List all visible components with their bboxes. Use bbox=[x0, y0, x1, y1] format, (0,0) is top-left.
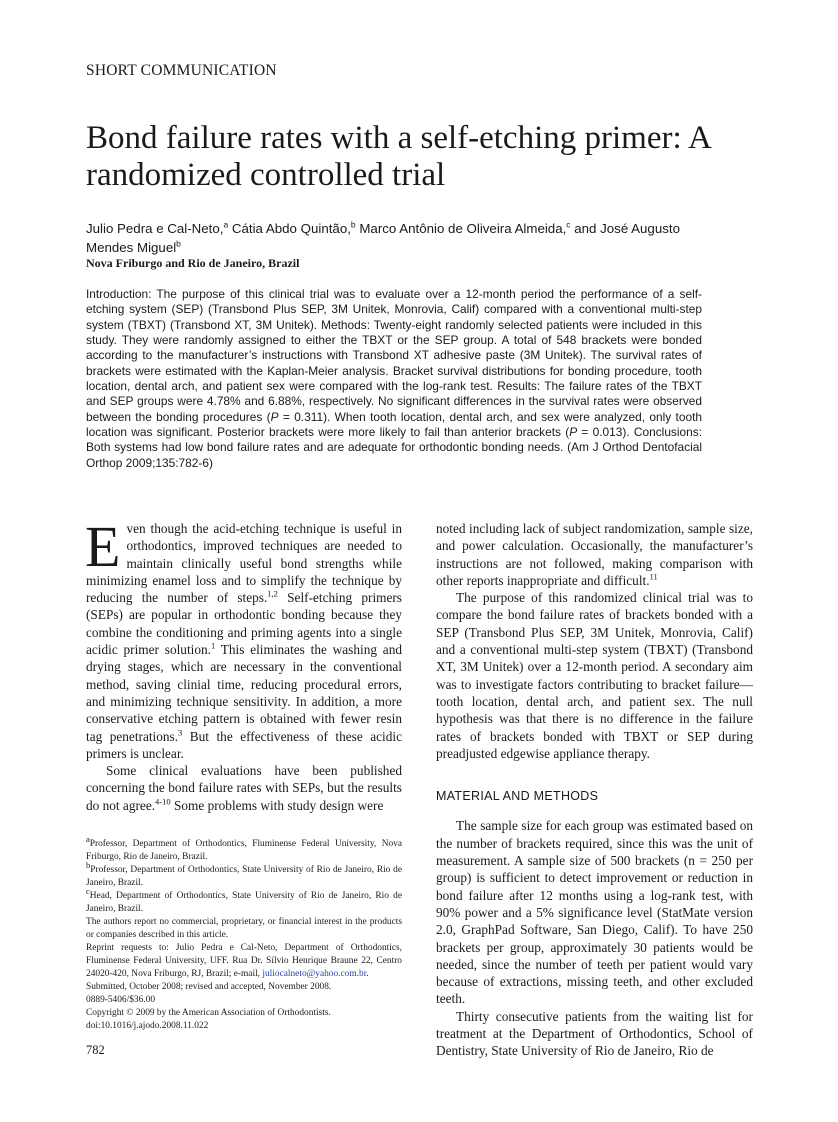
intro-paragraph: The purpose of this randomized clinical trial was to compare the bond failure rates of brackets bonded with a SEP (Transbond Plus SEP, 3M Unitek, Monrovia, Calif) and a conventional multi-step system (TBXT) (Transbond XT, 3M Unitek) over a 12-month period. A secondary aim was to investigate factors contributing to bracket failure—tooth location, dental arch, and patient sex. The null hypothesis was that there is no difference in the failure rates of brackets bonded with TBXT or SEP during preadjusted edgewise appliance therapy. bbox=[436, 590, 753, 761]
page-number: 782 bbox=[86, 1043, 105, 1057]
p-value-symbol: P bbox=[569, 425, 578, 440]
intro-paragraph bbox=[86, 762, 402, 814]
author-affiliation-mark: b bbox=[350, 219, 356, 230]
article-title: Bond failure rates with a self-etching primer: A randomized controlled trial bbox=[86, 120, 711, 193]
paragraph-text: noted including lack of subject randomization, sample size, and power calculation. Occasionally, the manufacturer’s instructions are not followed, making comparison with other reports inappropriate and difficult. bbox=[436, 521, 753, 588]
author-list bbox=[86, 219, 726, 257]
author-affiliation-mark: b bbox=[176, 238, 181, 249]
footnote-mark: c bbox=[86, 885, 90, 896]
footnote bbox=[86, 859, 402, 890]
citation-ref: 11 bbox=[649, 571, 658, 582]
section-heading: MATERIAL AND METHODS bbox=[436, 789, 599, 804]
journal-code: 0889-5406/$36.00 bbox=[86, 995, 156, 1005]
abstract-text: = 0.311). When tooth location, dental arch, and sex were analyzed, only tooth location was significant. Posterior brackets were more likely to fail than anterior brackets ( bbox=[86, 409, 702, 440]
citation-ref: 4-10 bbox=[155, 796, 171, 807]
footnote-text: Professor, Department of Orthodontics, State University of Rio de Janeiro, Rio de Janeiro, Brazil. bbox=[86, 865, 402, 888]
author-name: and José Augusto Mendes Miguel bbox=[86, 221, 680, 255]
footnote-text: Professor, Department of Orthodontics, Fluminense Federal University, Nova Friburgo, Rio de Janeiro, Brazil. bbox=[86, 839, 402, 862]
paragraph-text: This eliminates the washing and drying stages, which are necessary in the conventional method, saving clinial time, reducing procedural errors, and minimizing technique sensitivity. In addition, a more conservative etching pattern is obtained with fewer resin tag penetrations. bbox=[86, 642, 402, 744]
affiliation: Nova Friburgo and Rio de Janeiro, Brazil bbox=[86, 256, 300, 270]
footnote bbox=[86, 833, 402, 864]
footnote bbox=[86, 885, 402, 916]
abstract-text: = 0.013). Conclusions: Both systems had low bond failure rates and are adequate for orthodontic bonding needs. (Am J Orthod Dentofacial Orthop 2009;135:782-6) bbox=[86, 425, 702, 470]
paragraph-text: Some problems with study design were bbox=[170, 797, 384, 813]
disclosure-note: The authors report no commercial, proprietary, or financial interest in the products or companies described in this article. bbox=[86, 917, 402, 940]
author-name: Marco Antônio de Oliveira Almeida, bbox=[355, 221, 567, 236]
intro-paragraph bbox=[85, 514, 402, 762]
author-name: Julio Pedra e Cal-Neto, bbox=[86, 221, 224, 236]
drop-cap: E bbox=[85, 514, 121, 579]
intro-paragraph-continued bbox=[436, 520, 753, 589]
reprint-request bbox=[86, 942, 402, 981]
submission-dates: Submitted, October 2008; revised and accepted, November 2008. bbox=[86, 982, 332, 992]
citation-ref: 1,2 bbox=[267, 588, 278, 599]
citation-ref: 3 bbox=[178, 727, 183, 738]
methods-paragraph: Thirty consecutive patients from the waiting list for treatment at the Department of Orthodontics, School of Dentistry, State University of Rio de Janeiro, Rio de bbox=[436, 1008, 753, 1059]
p-value-symbol: P bbox=[270, 409, 279, 424]
paragraph-text: ven though the acid-etching technique is useful in orthodontics, improved techniques are needed to maintain clinically useful bond strengths while minimizing enamel loss and to simplify the technique by reducing the number of steps. bbox=[86, 521, 402, 606]
footnote-mark: b bbox=[86, 859, 91, 870]
email-link[interactable]: juliocalneto@yahoo.com.br bbox=[262, 969, 367, 979]
author-affiliation-mark: c bbox=[566, 219, 571, 230]
abstract-text: Introduction: The purpose of this clinical trial was to evaluate over a 12-month period the performance of a self-etching system (SEP) (Transbond Plus SEP, 3M Unitek, Monrovia, Calif) compared with a conventional multi-step system (TBXT) (Transbond XT, 3M Unitek). Methods: Twenty-eight randomly selected patients were included in this study. They were randomly assigned to either the TBXT or the SEP group. A total of 548 brackets were bonded according to the manufacturer’s instructions with Transbond XT adhesive paste (3M Unitek). The survival rates of brackets were estimated with the Kaplan-Meier analysis. Bracket survival distributions for bonding procedure, tooth location, dental arch, and patient sex were compared with the log-rank test. Results: The failure rates of the TBXT and SEP groups were 4.78% and 6.88%, respectively. No significant differences in the survival rates were observed between the bonding procedures ( bbox=[86, 287, 702, 424]
footnote-text: Reprint requests to: Julio Pedra e Cal-Neto, Department of Orthodontics, Fluminense Federal University, UFF. Rua Dr. Sílvio Henrique Braune 22, Centro 24020-420, Nova Friburgo, RJ, Brazil; e-mail, bbox=[86, 943, 402, 979]
footnote-text: Head, Department of Orthodontics, State University of Rio de Janeiro, Rio de Janeiro, Brazil. bbox=[86, 891, 402, 914]
paragraph-text: But the effectiveness of these acidic primers is unclear. bbox=[86, 728, 402, 761]
author-affiliation-mark: a bbox=[223, 219, 229, 230]
body-column-right bbox=[436, 520, 753, 1060]
citation-ref: 1 bbox=[210, 640, 216, 651]
paragraph-text: Some clinical evaluations have been published concerning the bond failure rates with SEPs, but the results do not agree. bbox=[86, 763, 402, 813]
section-label: SHORT COMMUNICATION bbox=[86, 62, 277, 79]
copyright: Copyright © 2009 by the American Association of Orthodontists. bbox=[86, 1008, 331, 1018]
body-column-left bbox=[85, 514, 402, 814]
footnotes bbox=[86, 833, 402, 1033]
footnote-text: . bbox=[366, 969, 369, 979]
footnote-mark: a bbox=[86, 833, 90, 844]
doi: doi:10.1016/j.ajodo.2008.11.022 bbox=[86, 1021, 209, 1031]
methods-paragraph: The sample size for each group was estimated based on the number of brackets required, since this was the unit of measurement. A sample size of 500 brackets (n = 250 per group) is sufficient to detect improvement or reduction in bond failure after 12 months using a log-rank test, with 90% power and a 5% significance level (StatMate version 2.0, GraphPad Software, San Diego, Calif). To have 250 brackets per group, approximately 30 patients would be needed, since the number of teeth per patient would vary because of extractions, missing teeth, and other excluded teeth. bbox=[436, 818, 753, 1007]
paragraph-text: Self-etching primers (SEPs) are popular in orthodontic bonding because they combine the conditioning and priming agents into a single acidic primer solution. bbox=[86, 590, 402, 658]
author-name: Cátia Abdo Quintão, bbox=[228, 221, 351, 236]
abstract bbox=[86, 287, 702, 471]
